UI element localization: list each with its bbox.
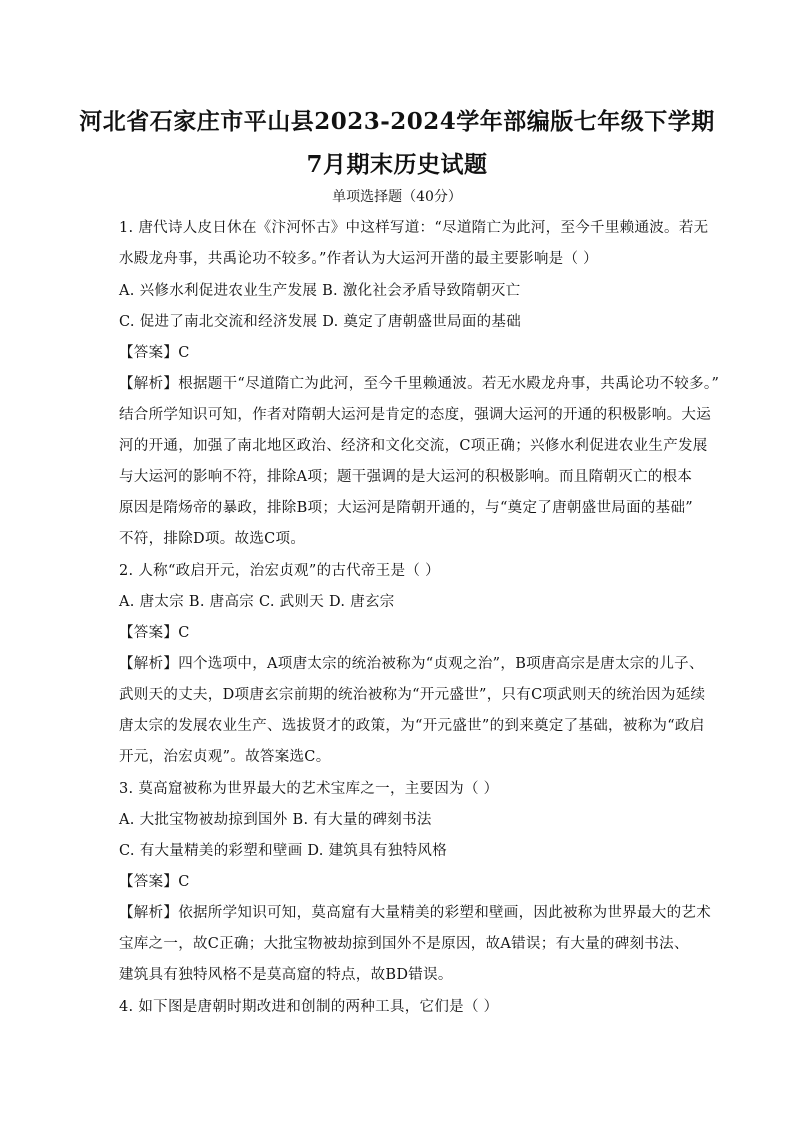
- analysis-line: 武则天的丈夫，D项唐玄宗前期的统治被称为“开元盛世”，只有C项武则天的统治因为延续: [119, 687, 706, 703]
- text-line: 水殿龙舟事，共禹论功不较多。”作者认为大运河开凿的最主要影响是（ ）: [119, 251, 598, 267]
- analysis-line: 河的开通，加强了南北地区政治、经济和文化交流，C项正确；兴修水利促进农业生产发展: [119, 438, 708, 454]
- question-line: 4. 如下图是唐朝时期改进和创制的两种工具，它们是（ ）: [119, 999, 499, 1015]
- answer-line: 【答案】C: [119, 625, 190, 641]
- analysis-line: 原因是隋炀帝的暴政，排除B项；大运河是隋朝开通的，与“奠定了唐朝盛世局面的基础”: [119, 500, 693, 516]
- text-line: A. 兴修水利促进农业生产发展 B. 激化社会矛盾导致隋朝灭亡: [119, 283, 521, 299]
- document-title-line-2: 7月期末历史试题: [306, 151, 488, 178]
- analysis-line: 宝库之一，故C正确；大批宝物被劫掠到国外不是原因，故A错误；有大量的碑刻书法、: [119, 936, 689, 952]
- question-line: 3. 莫高窟被称为世界最大的艺术宝库之一，主要因为（ ）: [119, 781, 499, 797]
- section-heading: 单项选择题（40分）: [332, 189, 462, 205]
- question-line: 2. 人称“政启开元，治宏贞观”的古代帝王是（ ）: [119, 563, 440, 579]
- analysis-line: 开元，治宏贞观”。故答案选C。: [119, 749, 331, 765]
- answer-line: 【答案】C: [119, 345, 190, 361]
- analysis-line: 与大运河的影响不符，排除A项；题干强调的是大运河的积极影响。而且隋朝灭亡的根本: [119, 469, 693, 485]
- analysis-line: 唐太宗的发展农业生产、选拔贤才的政策，为“开元盛世”的到来奠定了基础，被称为“政启: [119, 718, 705, 734]
- analysis-line: 不符，排除D项。故选C项。: [119, 531, 306, 547]
- options-line: C. 有大量精美的彩塑和壁画 D. 建筑具有独特风格: [119, 843, 448, 859]
- answer-line: 【答案】C: [119, 874, 190, 890]
- text-line: 1. 唐代诗人皮日休在《汴河怀古》中这样写道：“尽道隋亡为此河，至今千里赖通波。若无: [119, 220, 709, 236]
- options-line: A. 大批宝物被劫掠到国外 B. 有大量的碑刻书法: [119, 812, 432, 828]
- analysis-line: 结合所学知识可知，作者对隋朝大运河是肯定的态度，强调大运河的开通的积极影响。大运: [119, 407, 711, 423]
- analysis-line: 【解析】依据所学知识可知，莫高窟有大量精美的彩塑和壁画，因此被称为世界最大的艺术: [119, 905, 711, 921]
- document-title-line-1: 河北省石家庄市平山县2023-2024学年部编版七年级下学期: [79, 108, 715, 135]
- analysis-line: 【解析】根据题干“尽道隋亡为此河，至今千里赖通波。若无水殿龙舟事，共禹论功不较多。”: [119, 376, 720, 392]
- text-line: C. 促进了南北交流和经济发展 D. 奠定了唐朝盛世局面的基础: [119, 314, 522, 330]
- analysis-line: 【解析】四个选项中，A项唐太宗的统治被称为“贞观之治”，B项唐高宗是唐太宗的儿子、: [119, 656, 704, 672]
- analysis-line: 建筑具有独特风格不是莫高窟的特点，故BD错误。: [119, 967, 453, 983]
- options-line: A. 唐太宗 B. 唐高宗 C. 武则天 D. 唐玄宗: [119, 594, 395, 610]
